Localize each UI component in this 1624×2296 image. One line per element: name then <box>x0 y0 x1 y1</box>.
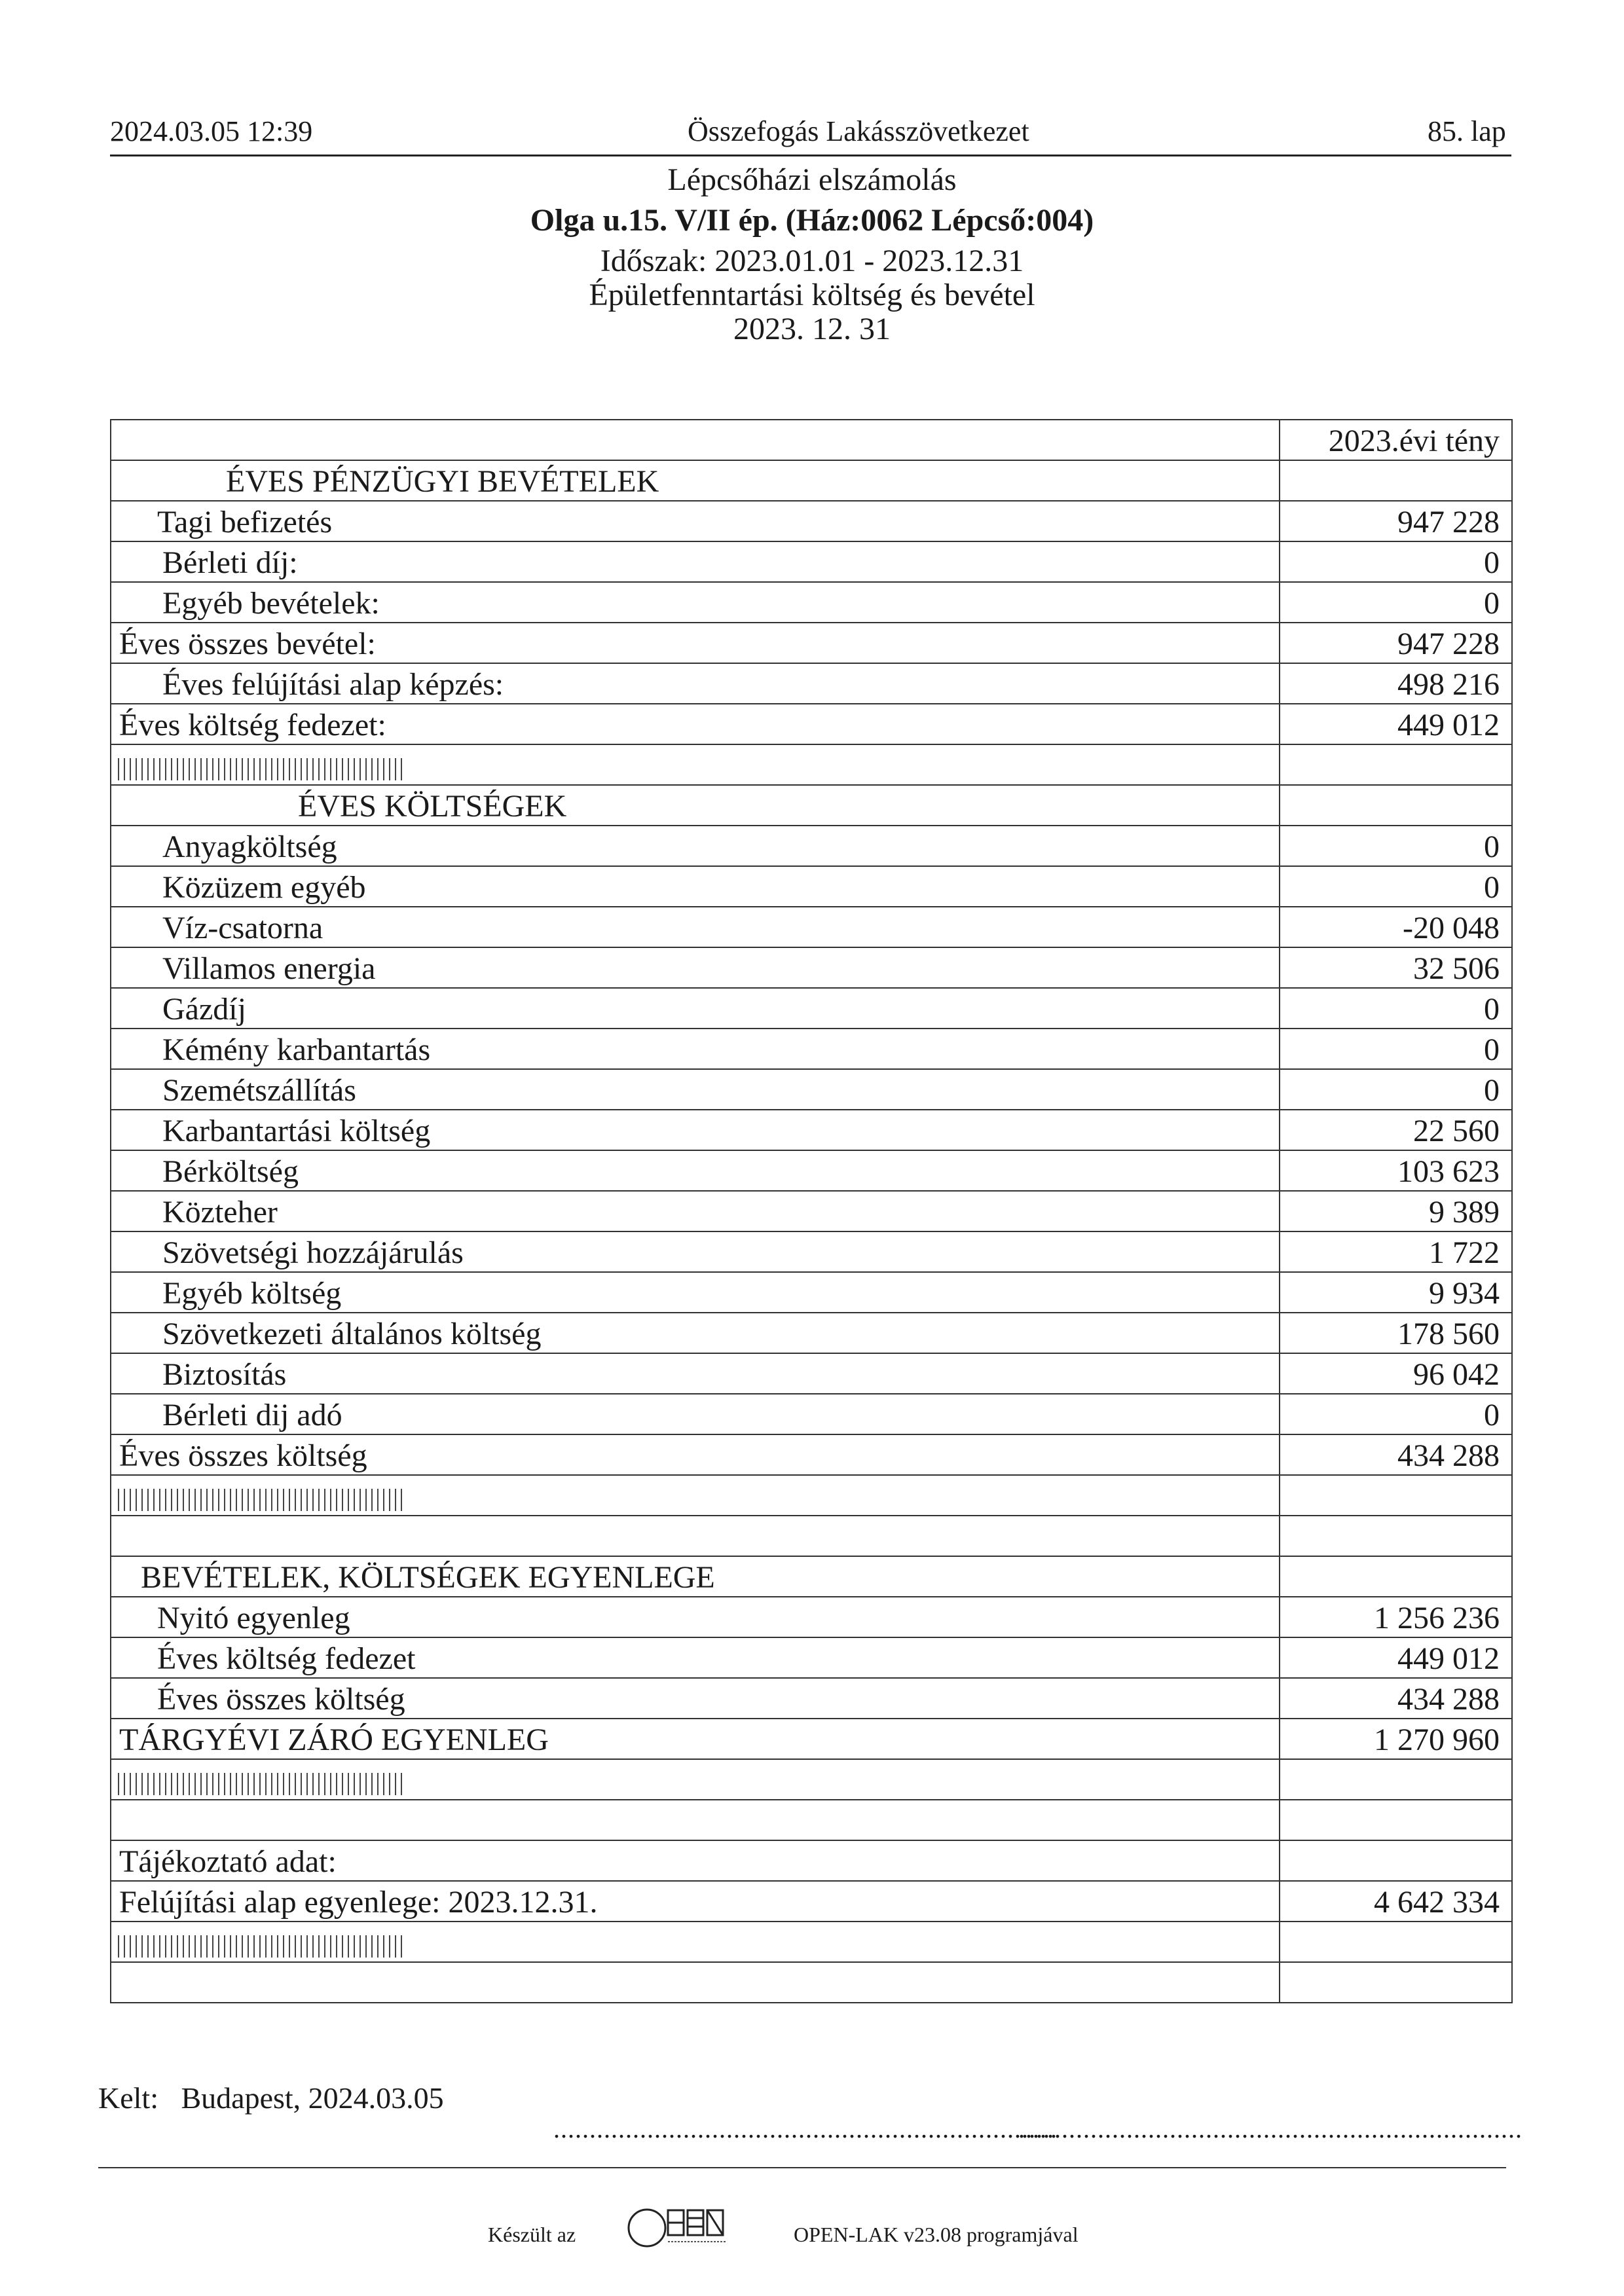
separator-row <box>111 1922 1512 1962</box>
table-row <box>111 1029 1512 1069</box>
row-value: 449 012 <box>1280 1637 1512 1678</box>
spacer-row <box>111 1516 1512 1556</box>
row-value: 434 288 <box>1280 1678 1512 1719</box>
cost-section-title: ÉVES KÖLTSÉGEK <box>111 785 1280 826</box>
row-label: Szövetkezeti általános költség <box>111 1313 1280 1353</box>
kelt-label: Kelt: <box>98 2081 158 2115</box>
row-label: Bérköltség <box>111 1150 1280 1191</box>
separator-row <box>111 1475 1512 1516</box>
table-row <box>111 501 1512 541</box>
open-logo-icon <box>627 2205 745 2251</box>
tick-separator <box>118 1489 406 1511</box>
table-row <box>111 663 1512 704</box>
footer-divider <box>98 2167 1506 2168</box>
row-value: 0 <box>1280 1029 1512 1069</box>
row-label: Szövetségi hozzájárulás <box>111 1231 1280 1272</box>
section-row <box>111 460 1512 501</box>
row-value: 9 934 <box>1280 1272 1512 1313</box>
row-value: -20 048 <box>1280 907 1512 947</box>
row-label: Közteher <box>111 1191 1280 1231</box>
row-label: Villamos energia <box>111 947 1280 988</box>
table-row <box>111 1353 1512 1394</box>
table-row <box>111 1231 1512 1272</box>
row-label: Közüzem egyéb <box>111 866 1280 907</box>
row-label: Biztosítás <box>111 1353 1280 1394</box>
row-value: 449 012 <box>1280 704 1512 744</box>
table-row <box>111 541 1512 582</box>
row-value: 0 <box>1280 1069 1512 1110</box>
row-label: Víz-csatorna <box>111 907 1280 947</box>
column-header: 2023.évi tény <box>1280 420 1512 460</box>
table-row <box>111 1191 1512 1231</box>
table-row <box>111 582 1512 623</box>
info-label: Tájékoztató adat: <box>111 1840 1280 1881</box>
table-row <box>111 1678 1512 1719</box>
section-row <box>111 1556 1512 1597</box>
table-row <box>111 1840 1512 1881</box>
balance-section-title: BEVÉTELEK, KÖLTSÉGEK EGYENLEGE <box>111 1556 1280 1597</box>
table-row <box>111 866 1512 907</box>
table-row <box>111 1637 1512 1678</box>
row-value: 1 270 960 <box>1280 1719 1512 1759</box>
row-value: 947 228 <box>1280 501 1512 541</box>
row-value: 9 389 <box>1280 1191 1512 1231</box>
table-row <box>111 988 1512 1029</box>
row-label: Éves összes költség <box>111 1434 1280 1475</box>
table-row <box>111 623 1512 663</box>
date-title: 2023. 12. 31 <box>733 312 891 346</box>
table-row <box>111 1719 1512 1759</box>
subject-title: Épületfenntartási költség és bevétel <box>589 278 1035 312</box>
table-row <box>111 1069 1512 1110</box>
tick-separator <box>118 1935 406 1958</box>
row-value: 1 256 236 <box>1280 1597 1512 1637</box>
tick-separator <box>118 1773 406 1795</box>
table-row <box>111 1881 1512 1922</box>
row-label: Éves felújítási alap képzés: <box>111 663 1280 704</box>
row-value: 947 228 <box>1280 623 1512 663</box>
table-row <box>111 947 1512 988</box>
table-row <box>111 907 1512 947</box>
tick-separator <box>118 758 406 780</box>
row-label: Anyagköltség <box>111 826 1280 866</box>
row-label: Szemétszállítás <box>111 1069 1280 1110</box>
row-value: 4 642 334 <box>1280 1881 1512 1922</box>
row-label: Felújítási alap egyenlege: 2023.12.31. <box>111 1881 1280 1922</box>
table-row <box>111 1313 1512 1353</box>
program-label: OPEN-LAK v23.08 programjával <box>794 2223 1079 2246</box>
table-row <box>111 1150 1512 1191</box>
table-header-row <box>111 420 1512 460</box>
header-divider <box>110 155 1511 156</box>
organization-name: Összefogás Lakásszövetkezet <box>688 115 1029 147</box>
building-title: Olga u.15. V/II ép. (Ház:0062 Lépcső:004) <box>530 203 1094 238</box>
row-value: 0 <box>1280 988 1512 1029</box>
row-label: Gázdíj <box>111 988 1280 1029</box>
row-value: 103 623 <box>1280 1150 1512 1191</box>
period-title: Időszak: 2023.01.01 - 2023.12.31 <box>600 244 1024 278</box>
row-label: TÁRGYÉVI ZÁRÓ EGYENLEG <box>111 1719 1280 1759</box>
spacer-row <box>111 1800 1512 1840</box>
table-row <box>111 704 1512 744</box>
row-value: 22 560 <box>1280 1110 1512 1150</box>
report-table <box>110 419 1513 2003</box>
row-value: 0 <box>1280 541 1512 582</box>
row-value: 32 506 <box>1280 947 1512 988</box>
table-row <box>111 1110 1512 1150</box>
signature-line-right: ...................................................................... <box>1018 2114 1522 2143</box>
page-number: 85. lap <box>1428 115 1506 147</box>
print-datetime: 2024.03.05 12:39 <box>110 115 313 147</box>
row-label: Éves összes költség <box>111 1678 1280 1719</box>
row-value: 434 288 <box>1280 1434 1512 1475</box>
table-row <box>111 826 1512 866</box>
row-label: Bérleti díj: <box>111 541 1280 582</box>
row-label: Bérleti dij adó <box>111 1394 1280 1434</box>
kelt-value: Budapest, 2024.03.05 <box>181 2081 444 2115</box>
row-label: Éves költség fedezet <box>111 1637 1280 1678</box>
table-row <box>111 1272 1512 1313</box>
row-value: 0 <box>1280 1394 1512 1434</box>
row-label: Egyéb költség <box>111 1272 1280 1313</box>
separator-row <box>111 744 1512 785</box>
row-value: 96 042 <box>1280 1353 1512 1394</box>
row-value: 0 <box>1280 582 1512 623</box>
row-label: Karbantartási költség <box>111 1110 1280 1150</box>
made-with-label: Készült az <box>488 2223 576 2246</box>
income-section-title: ÉVES PÉNZÜGYI BEVÉTELEK <box>111 460 1280 501</box>
table-row <box>111 1434 1512 1475</box>
row-label: Egyéb bevételek: <box>111 582 1280 623</box>
row-label: Nyitó egyenleg <box>111 1597 1280 1637</box>
row-label: Tagi befizetés <box>111 501 1280 541</box>
table-row <box>111 1597 1512 1637</box>
place-date-line <box>98 2081 444 2115</box>
signature-line-left: ...................................................................... <box>553 2114 1058 2143</box>
spacer-row <box>111 1962 1512 2003</box>
section-row <box>111 785 1512 826</box>
table-row <box>111 1394 1512 1434</box>
row-value: 0 <box>1280 826 1512 866</box>
report-title: Lépcsőházi elszámolás <box>667 162 957 197</box>
separator-row <box>111 1759 1512 1800</box>
row-label: Éves összes bevétel: <box>111 623 1280 663</box>
row-value: 1 722 <box>1280 1231 1512 1272</box>
row-label: Kémény karbantartás <box>111 1029 1280 1069</box>
row-value: 498 216 <box>1280 663 1512 704</box>
row-value: 0 <box>1280 866 1512 907</box>
row-value: 178 560 <box>1280 1313 1512 1353</box>
row-label: Éves költség fedezet: <box>111 704 1280 744</box>
